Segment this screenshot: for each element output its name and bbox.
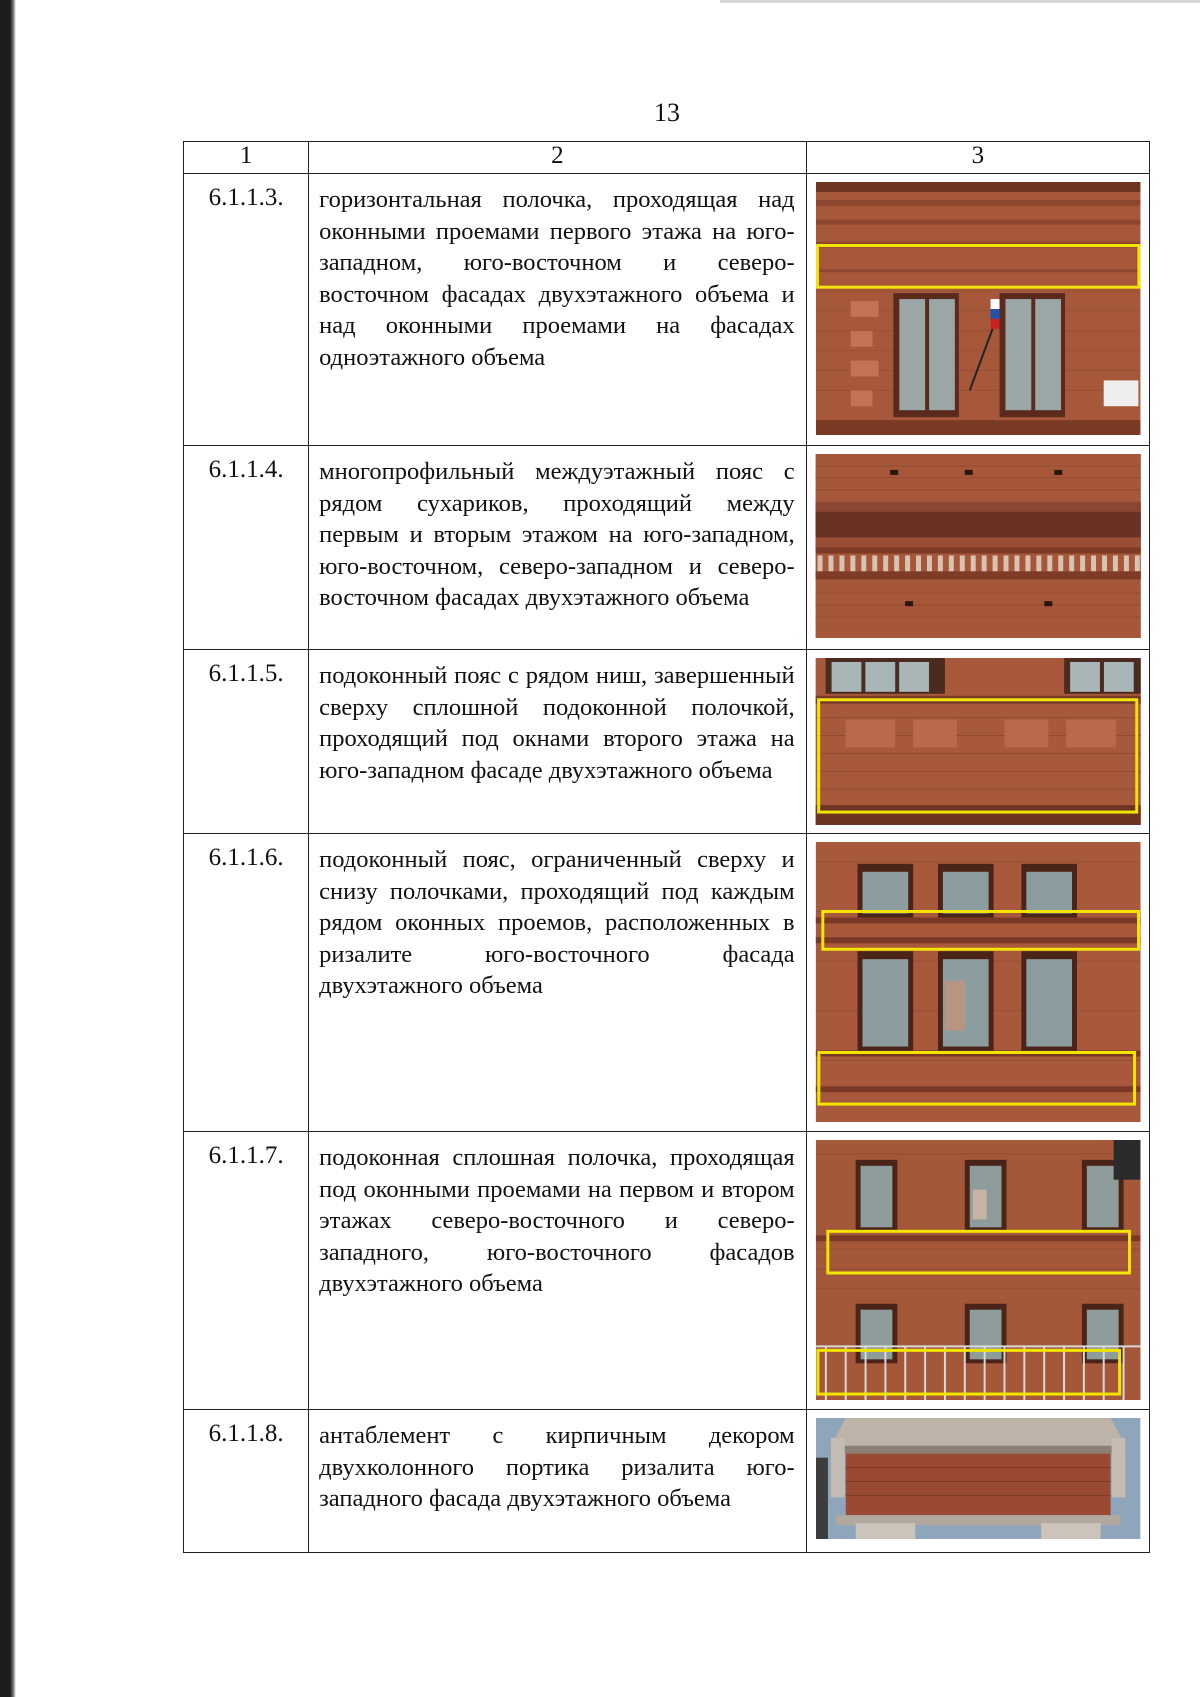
facade-photo-first-floor-window-shelf: [815, 182, 1141, 435]
scan-edge-top: [720, 0, 1200, 3]
facade-photo-continuous-sill-shelf: [815, 1140, 1141, 1400]
row-description: горизонтальная полочка, проходящая над оконными проемами первого этажа на юго-западном, юго-восточном и северо-восточном фасадах двухэтажного объема и над оконными проемами на фасадах одноэтажного объема: [309, 174, 807, 446]
header-cell-1: 1: [184, 142, 309, 174]
row-description: подоконный пояс с рядом ниш, завершенный сверху сплошной подоконной полочкой, проходящий под окнами второго этажа на юго-западном фасаде двухэтажного объема: [309, 650, 807, 834]
table-row: [184, 174, 1150, 446]
row-photo-cell: [806, 650, 1149, 834]
facade-photo-sill-belt-niches: [815, 658, 1141, 825]
table-header-row: [184, 142, 1150, 174]
row-photo-cell: [806, 1410, 1149, 1553]
facade-photo-interfloor-belt-dentils: [815, 454, 1141, 638]
header-cell-2: 2: [309, 142, 807, 174]
row-number: 6.1.1.5.: [184, 650, 309, 834]
row-photo-cell: [806, 834, 1149, 1132]
table-row: [184, 834, 1150, 1132]
row-number: 6.1.1.3.: [184, 174, 309, 446]
row-description: подоконная сплошная полочка, проходящая под оконными проемами на первом и втором этажах северо-восточного и северо-западного, юго-восточного фасадов двухэтажного объема: [309, 1132, 807, 1410]
table-row: [184, 1410, 1150, 1553]
table-row: [184, 446, 1150, 650]
header-cell-3: 3: [806, 142, 1149, 174]
table-row: [184, 1132, 1150, 1410]
facade-photo-risalit-sill-belts: [815, 842, 1141, 1122]
row-number: 6.1.1.7.: [184, 1132, 309, 1410]
facade-photo-portico-entablature: [815, 1418, 1141, 1539]
row-description: подоконный пояс, ограниченный сверху и снизу полочками, проходящий под каждым рядом оконных проемов, расположенных в ризалите юго-восточного фасада двухэтажного объема: [309, 834, 807, 1132]
row-photo-cell: [806, 446, 1149, 650]
row-number: 6.1.1.6.: [184, 834, 309, 1132]
row-description: антаблемент с кирпичным декором двухколонного портика ризалита юго-западного фасада двухэтажного объема: [309, 1410, 807, 1553]
row-number: 6.1.1.4.: [184, 446, 309, 650]
row-photo-cell: [806, 1132, 1149, 1410]
page-number: 13: [654, 98, 680, 127]
scan-edge-left: [0, 0, 16, 1697]
row-description: многопрофильный междуэтажный пояс с рядом сухариков, проходящий между первым и вторым этажом на юго-западном, юго-восточном, северо-западном и северо-восточном фасадах двухэтажного объема: [309, 446, 807, 650]
heritage-elements-table: [183, 141, 1150, 1553]
row-number: 6.1.1.8.: [184, 1410, 309, 1553]
table-row: [184, 650, 1150, 834]
row-photo-cell: [806, 174, 1149, 446]
